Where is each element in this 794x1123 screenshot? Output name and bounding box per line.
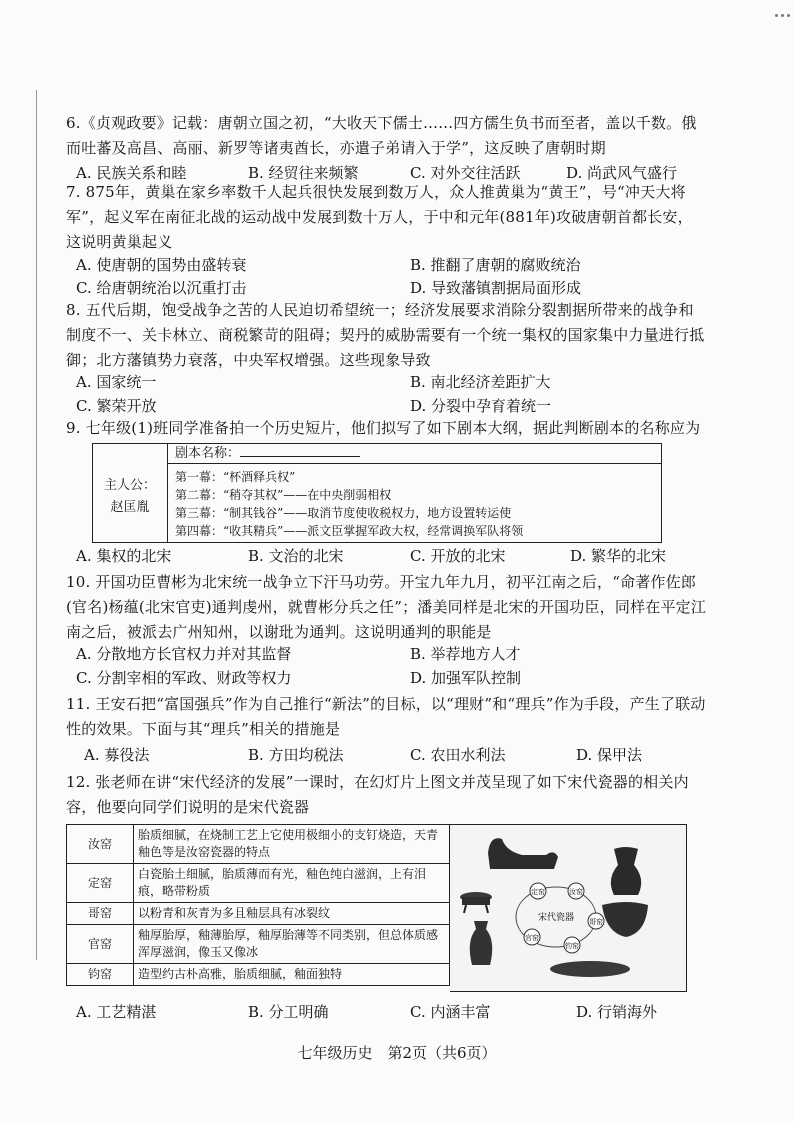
page-footer: 七年级历史 第2页（共6页） xyxy=(297,1044,497,1062)
kiln-desc: 造型约古朴高雅，胎质细腻，釉面独特 xyxy=(134,964,450,986)
script-title-label: 剧本名称： xyxy=(175,446,241,461)
cast-cell xyxy=(93,444,168,542)
question-8: 8. 五代后期，饱受战争之苦的人民迫切希望统一；经济发展要求消除分裂割据所带来的战争和制度不一、关卡林立、商税繁苛的阻碍；契丹的威胁需要有一个统一集权的国家集中力量进行抵御；北方藩镇势力衰落，中央军权增强。这些现象导致 xyxy=(66,301,705,369)
node-label: 哥窑 xyxy=(589,918,603,926)
option-c[interactable]: C. 农田水利法 xyxy=(410,746,506,764)
diagram-center-label: 宋代瓷器 xyxy=(537,913,575,923)
act-2: 第二幕：“稍夺其权”——在中央削弱相权 xyxy=(175,488,392,502)
option-c[interactable]: C. 内涵丰富 xyxy=(410,1003,491,1021)
option-b[interactable]: B. 文治的北宋 xyxy=(248,547,344,565)
question-10: 10. 开国功臣曹彬为北宋统一战争立下汗马功劳。开宝九年九月，初平江南之后，“命著作佐郎(官名)杨蕴(北宋官吏)通判虔州，就曹彬分兵之任”；潘美同样是北宋的开国功臣，同样在平定江南之后，被派去广州知州，以谢玭为通判。这说明通判的职能是 xyxy=(66,573,707,641)
option-c[interactable]: C. 开放的北宋 xyxy=(410,547,506,565)
option-a[interactable]: A. 国家统一 xyxy=(76,373,157,391)
option-b[interactable]: B. 南北经济差距扩大 xyxy=(410,373,551,391)
option-a[interactable]: A. 募役法 xyxy=(84,746,150,764)
option-b[interactable]: B. 举荐地方人才 xyxy=(410,645,521,663)
corner-dot xyxy=(781,14,784,17)
vase-right xyxy=(611,847,641,895)
script-acts xyxy=(175,468,523,540)
kiln-desc: 胎质细腻，在烧制工艺上它使用极细小的支钉烧造，天青釉色等是汝窑瓷器的特点 xyxy=(134,825,450,864)
kiln-desc: 釉厚胎厚，釉薄胎厚，釉厚胎薄等不同类别，但总体质感浑厚滋润，像玉又像冰 xyxy=(134,925,450,964)
bowl-right xyxy=(602,902,648,937)
node-label: 定窑 xyxy=(531,888,545,896)
node-label: 钧窑 xyxy=(565,942,579,950)
question-11: 11. 王安石把“富国强兵”作为自己推行“新法”的目标，以“理财”和“理兵”作为手段，产生了联动性的效果。下面与其“理兵”相关的措施是 xyxy=(66,695,706,738)
kiln-name: 汝窑 xyxy=(67,825,134,864)
question-6: 6.《贞观政要》记载：唐朝立国之初，“大收天下儒士……四方儒生负书而至者，盖以千数。俄而吐蕃及高昌、高丽、新罗等诸夷酋长，亦遣子弟请入于学”，这反映了唐朝时期 xyxy=(66,114,697,157)
option-b[interactable]: B. 分工明确 xyxy=(248,1003,329,1021)
option-c[interactable]: C. 给唐朝统治以沉重打击 xyxy=(76,279,247,297)
option-c[interactable]: C. 分割宰相的军政、财政等权力 xyxy=(76,669,292,687)
option-a[interactable]: A. 集权的北宋 xyxy=(76,547,172,565)
option-c[interactable]: C. 繁荣开放 xyxy=(76,397,157,415)
cast-label: 主人公： xyxy=(103,478,156,493)
option-d[interactable]: D. 繁华的北宋 xyxy=(570,547,667,565)
table-row xyxy=(67,825,450,864)
pillow-shape xyxy=(488,838,558,869)
dish xyxy=(550,961,630,977)
option-a[interactable]: A. 工艺精湛 xyxy=(76,1003,157,1021)
table-row xyxy=(67,964,450,986)
corner-dot xyxy=(787,14,790,17)
porcelain-figure xyxy=(450,824,687,992)
option-a[interactable]: A. 分散地方长官权力并对其监督 xyxy=(76,645,292,663)
tripod-leg xyxy=(464,905,466,913)
vase xyxy=(470,921,493,965)
kiln-name: 哥窑 xyxy=(67,903,134,925)
kiln-desc: 以粉青和灰青为多且釉层具有冰裂纹 xyxy=(134,903,450,925)
corner-dot xyxy=(775,14,778,17)
script-title-row xyxy=(167,444,661,464)
option-b[interactable]: B. 推翻了唐朝的腐败统治 xyxy=(410,256,581,274)
kiln-name: 钧窑 xyxy=(67,964,134,986)
option-d[interactable]: D. 行销海外 xyxy=(576,1003,658,1021)
table-row xyxy=(67,864,450,903)
kiln-table xyxy=(66,824,450,986)
option-a[interactable]: A. 使唐朝的国势由盛转衰 xyxy=(76,256,247,274)
table-row xyxy=(67,925,450,964)
kiln-desc: 白瓷胎土细腻，胎质薄而有光，釉色纯白滋润，上有泪痕，略带粉质 xyxy=(134,864,450,903)
act-3: 第三幕：“制其钱谷”——取消节度使收税权力，地方设置转运使 xyxy=(175,506,512,520)
question-7: 7. 875年，黄巢在家乡率数千人起兵很快发展到数万人，众人推黄巢为“黄王”，号“冲天大将军”，起义军在南征北战的运动战中发展到数十万人，于中和元年(881年)攻破唐朝首都长安，这说明黄巢起义 xyxy=(66,183,693,251)
option-d[interactable]: D. 保甲法 xyxy=(576,746,643,764)
question-9: 9. 七年级(1)班同学准备拍一个历史短片，他们拟写了如下剧本大纲，据此判断剧本的名称应为 xyxy=(66,419,701,437)
option-a[interactable]: A. 民族关系和睦 xyxy=(76,164,187,182)
table-row xyxy=(67,903,450,925)
option-b[interactable]: B. 方田均税法 xyxy=(248,746,344,764)
option-d[interactable]: D. 尚武风气盛行 xyxy=(566,164,678,182)
option-d[interactable]: D. 导致藩镇割据局面形成 xyxy=(410,279,582,297)
cast-name: 赵匡胤 xyxy=(110,500,150,515)
node-label: 汝窑 xyxy=(569,888,583,896)
option-d[interactable]: D. 加强军队控制 xyxy=(410,669,522,687)
option-b[interactable]: B. 经贸往来频繁 xyxy=(248,164,359,182)
node-label: 官窑 xyxy=(525,934,539,942)
act-4: 第四幕：“收其精兵”——派文臣掌握军政大权，经常调换军队将领 xyxy=(175,524,524,538)
question-12: 12. 张老师在讲“宋代经济的发展”一课时，在幻灯片上图文并茂呈现了如下宋代瓷器的相关内容，他要向同学们说明的是宋代瓷器 xyxy=(66,773,689,816)
option-d[interactable]: D. 分裂中孕育着统一 xyxy=(410,397,552,415)
script-title-blank xyxy=(240,444,360,457)
option-c[interactable]: C. 对外交往活跃 xyxy=(410,164,521,182)
act-1: 第一幕：“杯酒释兵权” xyxy=(175,470,296,484)
kiln-name: 官窑 xyxy=(67,925,134,964)
margin-line xyxy=(36,90,37,960)
kiln-name: 定窑 xyxy=(67,864,134,903)
porcelain-diagram xyxy=(450,825,686,991)
tripod-leg xyxy=(486,905,488,913)
tripod-body xyxy=(462,897,490,905)
script-outline-box xyxy=(92,443,662,543)
